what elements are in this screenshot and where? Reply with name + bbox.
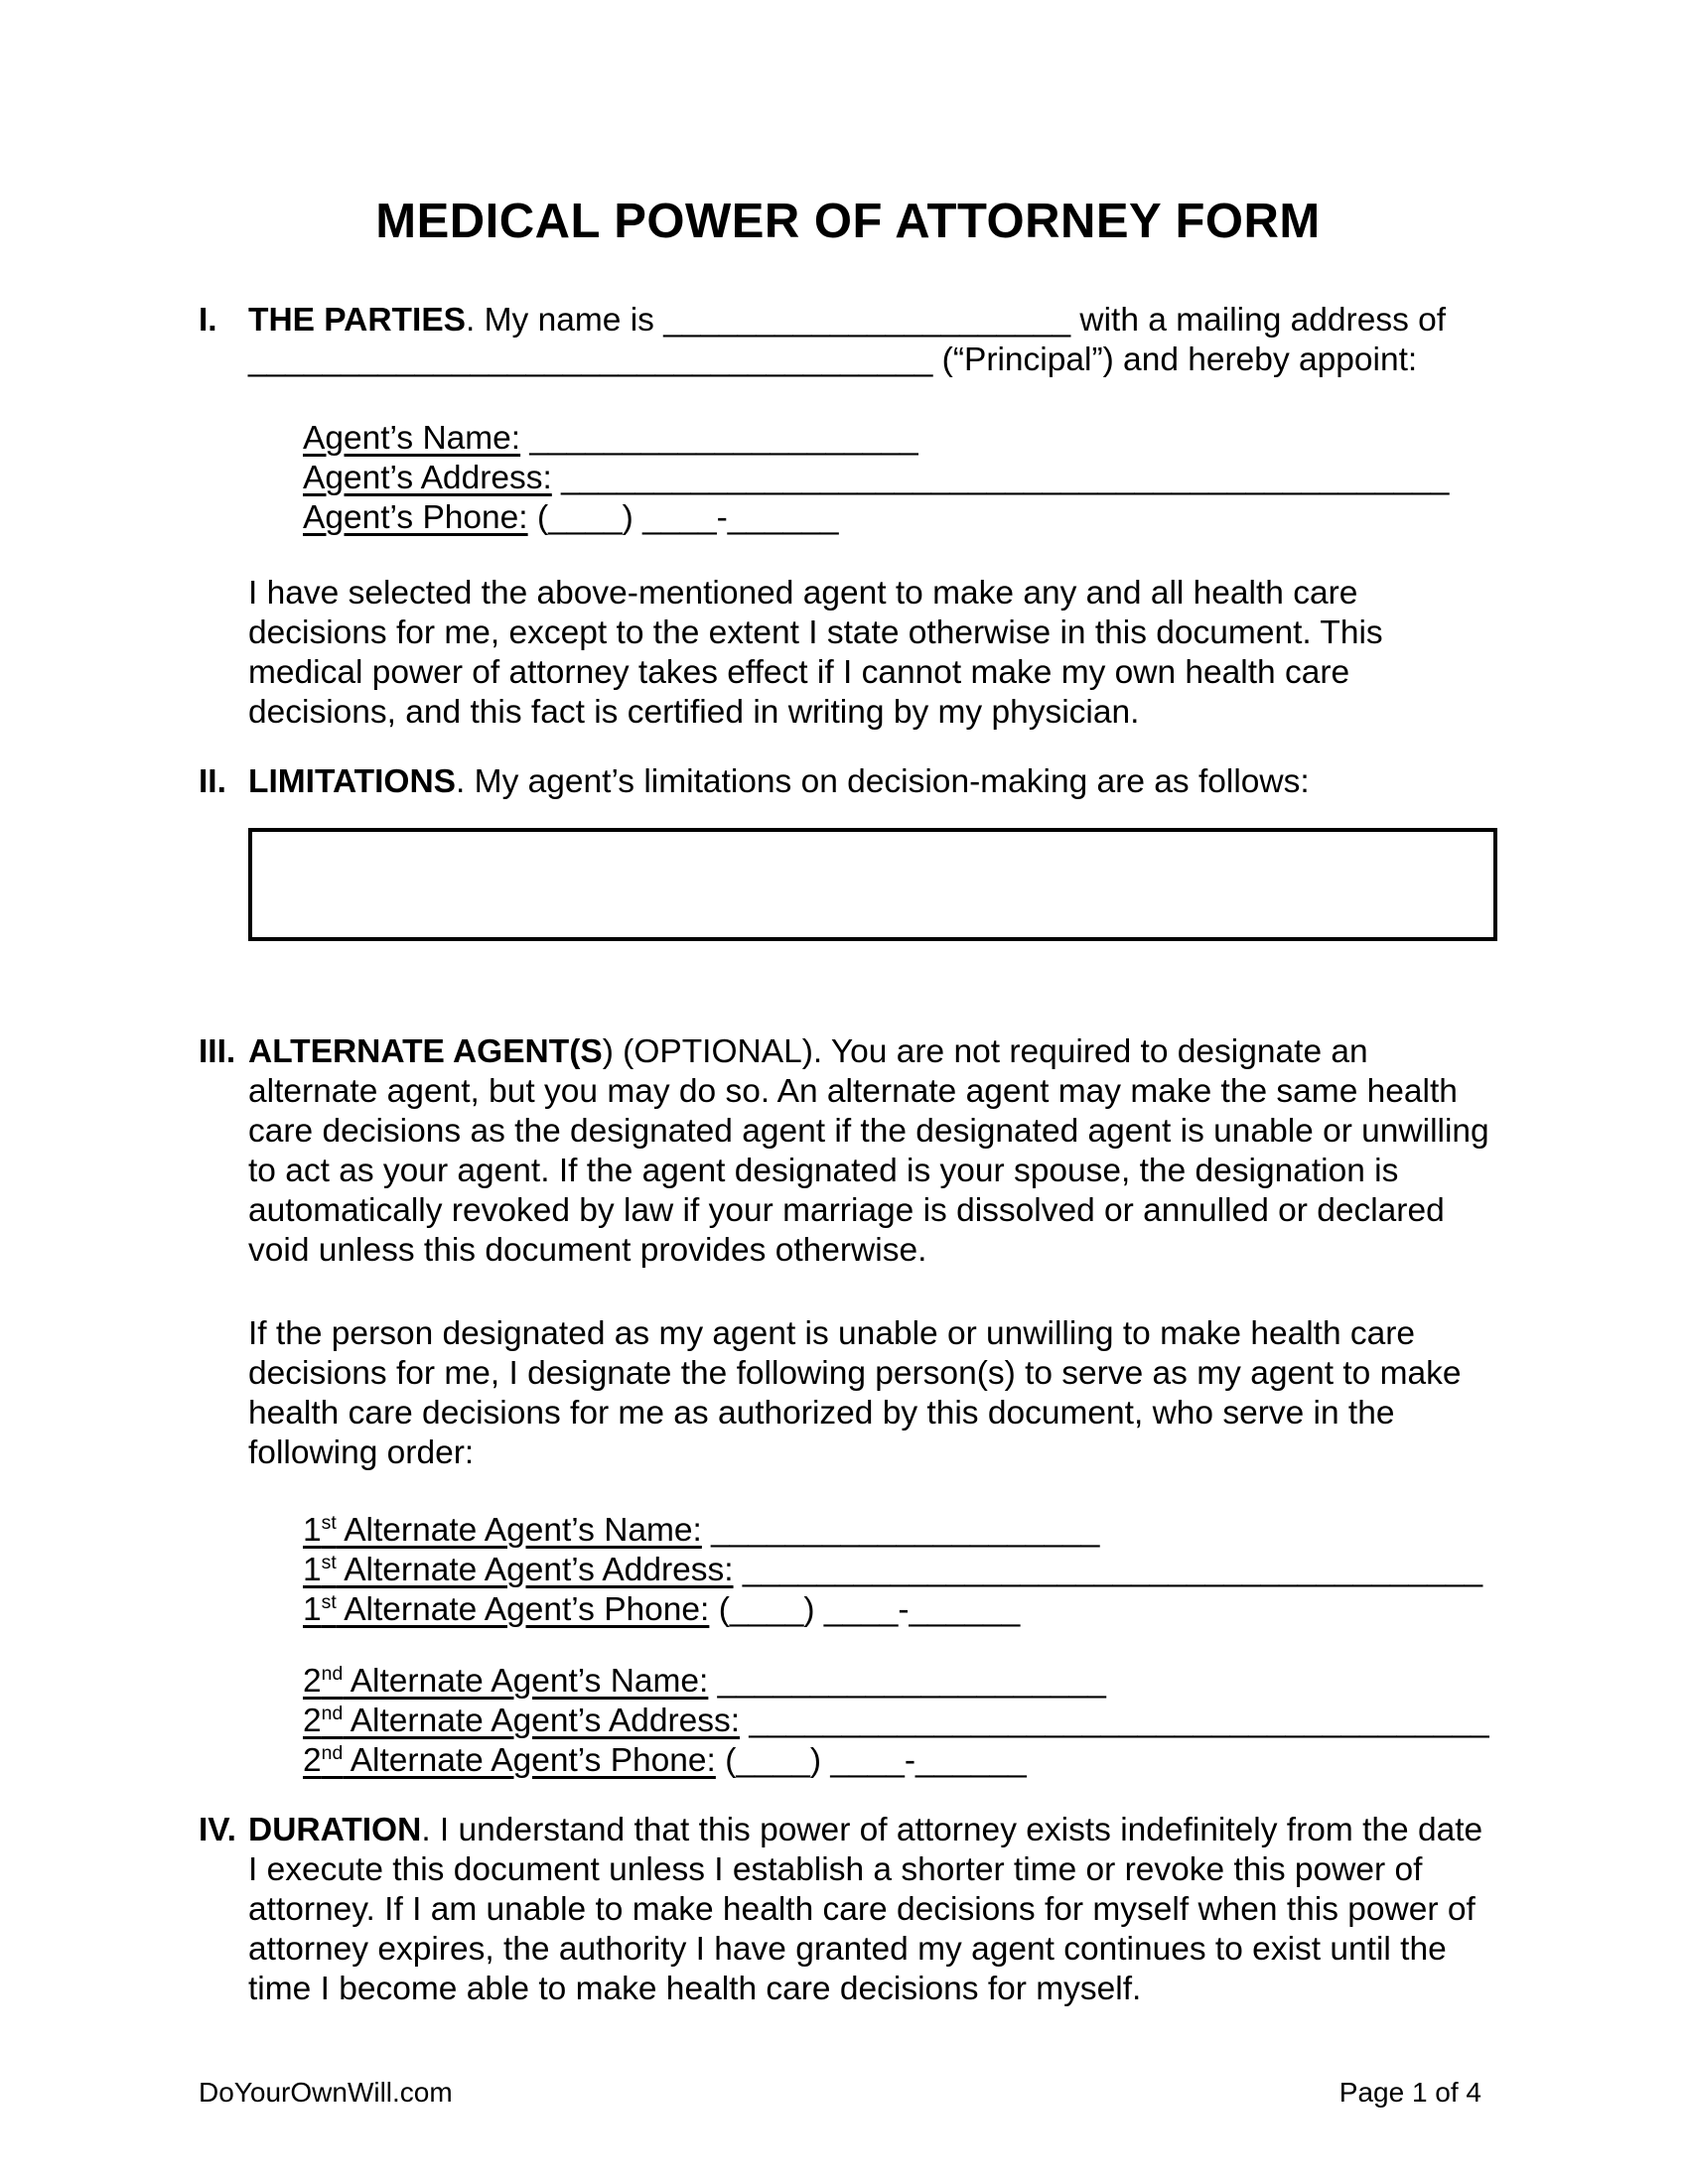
section-parties	[199, 301, 1497, 733]
agent-phone-row	[303, 498, 1497, 538]
ordinal-suffix: st	[321, 1551, 337, 1573]
section-duration-numeral: IV.	[199, 1812, 236, 1848]
section-duration-heading	[248, 1811, 1497, 2009]
agent-phone-label: Agent’s Phone:	[303, 499, 528, 536]
section-limitations-text: . My agent’s limitations on decision-making are as follows:	[456, 763, 1310, 800]
page-title: MEDICAL POWER OF ATTORNEY FORM	[375, 195, 1321, 248]
ordinal-suffix: st	[321, 1511, 337, 1534]
alt2-name-row	[303, 1662, 1497, 1702]
section-parties-term: THE PARTIES	[248, 302, 467, 339]
ordinal-suffix: nd	[321, 1702, 344, 1724]
section-alternate-numeral: III.	[199, 1033, 236, 1070]
second-alternate-agent-block	[303, 1662, 1497, 1781]
alt2-address-label: 2nd Alternate Agent’s Address:	[303, 1702, 741, 1739]
ordinal-suffix: nd	[321, 1662, 344, 1685]
alt1-name-label: 1st Alternate Agent’s Name:	[303, 1511, 702, 1549]
section-limitations-numeral: II.	[199, 763, 226, 800]
parties-paragraph: I have selected the above-mentioned agent to make any and all health care decisions for me, except to the extent I state otherwise in this document. This medical power of attorney takes effect if I cannot make my own health care decisions, and this fact is certified in writing by my physician.	[248, 575, 1383, 731]
limitations-textbox	[248, 828, 1497, 941]
alt2-name-label: 2nd Alternate Agent’s Name:	[303, 1662, 709, 1700]
section-duration-text: . I understand that this power of attorney exists indefinitely from the date I execute this document unless I establish a shorter time or revoke this power of attorney. If I am unable to make health care decisions for myself when this power of attorney expires, the authority I have granted my agent continues to exist until the time I become able to make health care decisions for myself.	[248, 1812, 1483, 2007]
alt1-phone-label: 1st Alternate Agent’s Phone:	[303, 1590, 710, 1628]
alt1-address-label: 1st Alternate Agent’s Address:	[303, 1551, 734, 1588]
section-parties-text: . My name is ______________________ with a mailing address of _____________________________________ (“Principal”) and hereby appoint:	[248, 302, 1447, 378]
section-alternate-text: ) (OPTIONAL). You are not required to designate an alternate agent, but you may do so. An alternate agent may make the same health care decisions as the designated agent if the designated agent is unable or unwilling to act as your agent. If the agent designated is your spouse, the designation is automatically revoked by law if your marriage is dissolved or annulled or declared void unless this document provides otherwise.	[248, 1033, 1489, 1269]
alt2-phone-label: 2nd Alternate Agent’s Phone:	[303, 1741, 716, 1779]
section-alternate-heading	[248, 1032, 1497, 1271]
agent-address-label: Agent’s Address:	[303, 460, 552, 496]
section-limitations	[199, 762, 1497, 941]
ordinal-suffix: nd	[321, 1741, 344, 1764]
alternate-paragraph: If the person designated as my agent is unable or unwilling to make health care decisions for me, I designate the following person(s) to serve as my agent to make health care decisions for me as authorized by this document, who serve in the following order:	[248, 1315, 1462, 1471]
footer-page-number: Page 1 of 4	[1338, 2077, 1481, 2108]
alt1-phone-blank: (____) ____-______	[718, 1591, 1021, 1628]
section-limitations-heading	[248, 762, 1497, 802]
first-alternate-agent-block	[303, 1511, 1497, 1630]
alt2-address-row	[303, 1702, 1497, 1741]
agent-info-block	[303, 419, 1497, 538]
agent-address-blank: ________________________________________________	[561, 460, 1450, 496]
page-footer	[199, 2075, 1481, 2111]
section-alternate-agents	[199, 1032, 1497, 1781]
alt2-address-blank: ________________________________________	[749, 1703, 1489, 1739]
section-parties-heading	[248, 301, 1497, 380]
alt1-phone-row	[303, 1590, 1497, 1630]
alt2-name-blank: _____________________	[717, 1663, 1106, 1700]
agent-phone-blank: (____) ____-______	[536, 499, 839, 536]
alt1-name-row	[303, 1511, 1497, 1551]
section-duration	[199, 1811, 1497, 2009]
section-alternate-term: ALTERNATE AGENT(S	[248, 1033, 603, 1070]
alt1-address-blank: ________________________________________	[742, 1552, 1483, 1588]
alt2-phone-row	[303, 1741, 1497, 1781]
agent-name-row	[303, 419, 1497, 459]
footer-website: DoYourOwnWill.com	[199, 2077, 453, 2108]
section-parties-numeral: I.	[199, 302, 217, 339]
agent-name-label: Agent’s Name:	[303, 420, 521, 457]
section-duration-term: DURATION	[248, 1812, 422, 1848]
agent-address-row	[303, 459, 1497, 498]
section-limitations-term: LIMITATIONS	[248, 763, 457, 800]
agent-name-blank: _____________________	[529, 420, 918, 457]
alt1-name-blank: _____________________	[711, 1512, 1100, 1549]
ordinal-suffix: st	[321, 1590, 337, 1613]
alt2-phone-blank: (____) ____-______	[725, 1742, 1027, 1779]
alt1-address-row	[303, 1551, 1497, 1590]
